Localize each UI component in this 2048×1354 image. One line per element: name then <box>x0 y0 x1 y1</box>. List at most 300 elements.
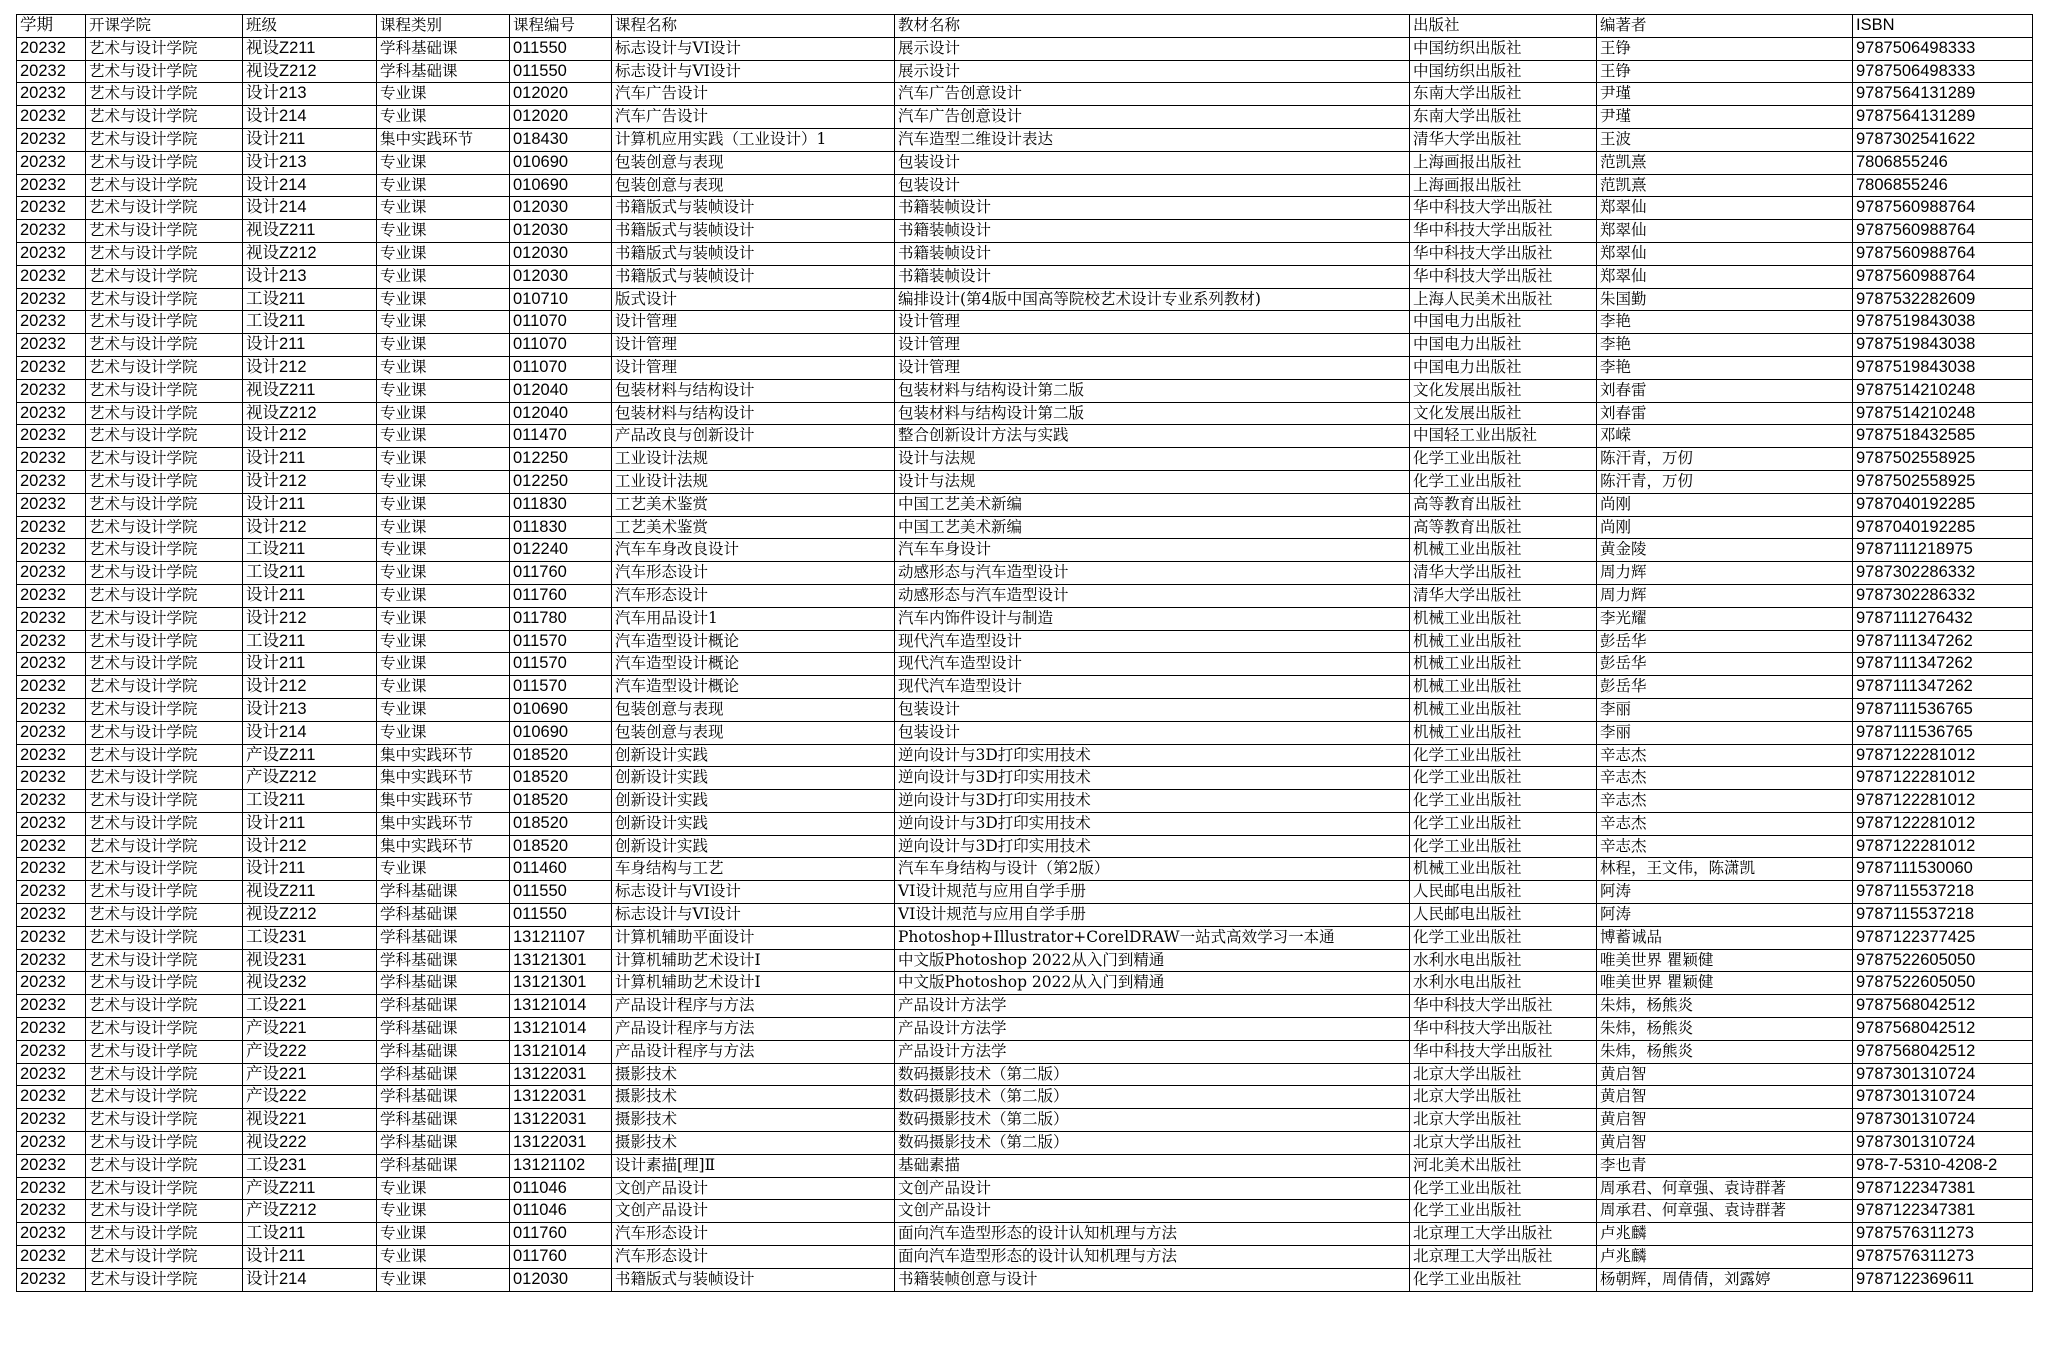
cell-class: 设计212 <box>243 835 377 858</box>
cell-publisher: 中国纺织出版社 <box>1410 60 1597 83</box>
cell-category: 专业课 <box>377 1200 510 1223</box>
cell-isbn: 9787522605050 <box>1853 972 2033 995</box>
table-row <box>17 1063 2033 1086</box>
table-row <box>17 402 2033 425</box>
cell-course-code: 011570 <box>510 653 612 676</box>
cell-category: 专业课 <box>377 493 510 516</box>
cell-author: 郑翠仙 <box>1597 197 1853 220</box>
table-row <box>17 949 2033 972</box>
cell-course-code: 011470 <box>510 425 612 448</box>
cell-course-code: 13121014 <box>510 1018 612 1041</box>
cell-college: 艺术与设计学院 <box>86 356 243 379</box>
cell-term: 20232 <box>17 630 86 653</box>
cell-isbn: 9787115537218 <box>1853 904 2033 927</box>
cell-course-code: 13121107 <box>510 926 612 949</box>
cell-isbn: 9787576311273 <box>1853 1223 2033 1246</box>
cell-term: 20232 <box>17 448 86 471</box>
cell-author: 邓嵘 <box>1597 425 1853 448</box>
cell-course-name: 书籍版式与装帧设计 <box>612 265 895 288</box>
cell-term: 20232 <box>17 653 86 676</box>
cell-author: 博蓄诚品 <box>1597 926 1853 949</box>
cell-course-code: 011550 <box>510 60 612 83</box>
cell-term: 20232 <box>17 1109 86 1132</box>
cell-publisher: 高等教育出版社 <box>1410 493 1597 516</box>
cell-term: 20232 <box>17 265 86 288</box>
cell-isbn: 9787111347262 <box>1853 676 2033 699</box>
cell-category: 专业课 <box>377 653 510 676</box>
cell-textbook-name: 包装设计 <box>895 698 1410 721</box>
cell-class: 工设211 <box>243 539 377 562</box>
cell-course-code: 011460 <box>510 858 612 881</box>
cell-textbook-name: 中文版Photoshop 2022从入门到精通 <box>895 949 1410 972</box>
cell-course-name: 版式设计 <box>612 288 895 311</box>
cell-publisher: 华中科技大学出版社 <box>1410 1018 1597 1041</box>
cell-isbn: 978-7-5310-4208-2 <box>1853 1154 2033 1177</box>
cell-publisher: 机械工业出版社 <box>1410 676 1597 699</box>
cell-course-name: 标志设计与VI设计 <box>612 881 895 904</box>
cell-isbn: 9787519843038 <box>1853 356 2033 379</box>
table-body <box>17 37 2033 1291</box>
cell-category: 专业课 <box>377 1223 510 1246</box>
cell-college: 艺术与设计学院 <box>86 539 243 562</box>
cell-isbn: 9787111536765 <box>1853 721 2033 744</box>
cell-term: 20232 <box>17 220 86 243</box>
cell-term: 20232 <box>17 562 86 585</box>
table-row <box>17 1018 2033 1041</box>
cell-term: 20232 <box>17 539 86 562</box>
cell-term: 20232 <box>17 37 86 60</box>
cell-textbook-name: 展示设计 <box>895 60 1410 83</box>
cell-publisher: 化学工业出版社 <box>1410 1200 1597 1223</box>
table-row <box>17 83 2033 106</box>
header-class: 班级 <box>243 15 377 38</box>
cell-isbn: 9787502558925 <box>1853 448 2033 471</box>
cell-publisher: 上海画报出版社 <box>1410 174 1597 197</box>
cell-course-code: 011570 <box>510 676 612 699</box>
cell-college: 艺术与设计学院 <box>86 721 243 744</box>
cell-course-code: 012040 <box>510 379 612 402</box>
cell-course-name: 汽车广告设计 <box>612 83 895 106</box>
cell-course-code: 018520 <box>510 835 612 858</box>
cell-textbook-name: VI设计规范与应用自学手册 <box>895 904 1410 927</box>
cell-class: 设计211 <box>243 448 377 471</box>
cell-course-name: 摄影技术 <box>612 1109 895 1132</box>
cell-publisher: 华中科技大学出版社 <box>1410 265 1597 288</box>
cell-publisher: 化学工业出版社 <box>1410 812 1597 835</box>
cell-author: 李光耀 <box>1597 607 1853 630</box>
cell-course-name: 汽车造型设计概论 <box>612 653 895 676</box>
cell-category: 专业课 <box>377 516 510 539</box>
table-row <box>17 356 2033 379</box>
cell-course-name: 汽车广告设计 <box>612 106 895 129</box>
cell-class: 设计211 <box>243 858 377 881</box>
cell-college: 艺术与设计学院 <box>86 1086 243 1109</box>
table-row <box>17 607 2033 630</box>
cell-isbn: 9787522605050 <box>1853 949 2033 972</box>
cell-publisher: 化学工业出版社 <box>1410 926 1597 949</box>
cell-college: 艺术与设计学院 <box>86 698 243 721</box>
cell-isbn: 9787564131289 <box>1853 106 2033 129</box>
cell-course-code: 012030 <box>510 1268 612 1291</box>
cell-category: 专业课 <box>377 402 510 425</box>
cell-publisher: 机械工业出版社 <box>1410 539 1597 562</box>
cell-college: 艺术与设计学院 <box>86 835 243 858</box>
cell-term: 20232 <box>17 493 86 516</box>
cell-publisher: 化学工业出版社 <box>1410 835 1597 858</box>
cell-class: 设计213 <box>243 83 377 106</box>
cell-term: 20232 <box>17 470 86 493</box>
cell-college: 艺术与设计学院 <box>86 379 243 402</box>
cell-course-code: 13121014 <box>510 1040 612 1063</box>
cell-course-name: 设计素描[理]Ⅱ <box>612 1154 895 1177</box>
cell-college: 艺术与设计学院 <box>86 174 243 197</box>
cell-course-name: 摄影技术 <box>612 1086 895 1109</box>
cell-isbn: 9787519843038 <box>1853 311 2033 334</box>
table-row <box>17 197 2033 220</box>
cell-author: 彭岳华 <box>1597 630 1853 653</box>
table-row <box>17 1177 2033 1200</box>
cell-term: 20232 <box>17 1040 86 1063</box>
cell-author: 尚刚 <box>1597 493 1853 516</box>
cell-author: 范凯熹 <box>1597 151 1853 174</box>
cell-publisher: 机械工业出版社 <box>1410 698 1597 721</box>
cell-publisher: 北京大学出版社 <box>1410 1063 1597 1086</box>
cell-isbn: 9787514210248 <box>1853 379 2033 402</box>
cell-author: 朱国勤 <box>1597 288 1853 311</box>
cell-course-name: 工业设计法规 <box>612 470 895 493</box>
cell-textbook-name: 面向汽车造型形态的设计认知机理与方法 <box>895 1246 1410 1269</box>
cell-category: 学科基础课 <box>377 1154 510 1177</box>
cell-author: 刘春雷 <box>1597 379 1853 402</box>
table-row <box>17 995 2033 1018</box>
cell-course-code: 011830 <box>510 516 612 539</box>
cell-isbn: 9787518432585 <box>1853 425 2033 448</box>
cell-category: 专业课 <box>377 379 510 402</box>
cell-isbn: 9787302286332 <box>1853 584 2033 607</box>
cell-textbook-name: 设计管理 <box>895 311 1410 334</box>
cell-course-name: 文创产品设计 <box>612 1200 895 1223</box>
cell-publisher: 北京大学出版社 <box>1410 1132 1597 1155</box>
table-row <box>17 562 2033 585</box>
cell-publisher: 化学工业出版社 <box>1410 448 1597 471</box>
cell-isbn: 9787111347262 <box>1853 653 2033 676</box>
cell-course-code: 010690 <box>510 721 612 744</box>
cell-publisher: 华中科技大学出版社 <box>1410 197 1597 220</box>
cell-college: 艺术与设计学院 <box>86 197 243 220</box>
cell-author: 陈汗青，万仞 <box>1597 448 1853 471</box>
cell-college: 艺术与设计学院 <box>86 790 243 813</box>
cell-college: 艺术与设计学院 <box>86 1268 243 1291</box>
cell-publisher: 中国电力出版社 <box>1410 334 1597 357</box>
cell-author: 周承君、何章强、袁诗群著 <box>1597 1177 1853 1200</box>
cell-class: 工设221 <box>243 995 377 1018</box>
cell-class: 视设Z211 <box>243 37 377 60</box>
cell-class: 产设Z211 <box>243 744 377 767</box>
cell-college: 艺术与设计学院 <box>86 493 243 516</box>
table-row <box>17 767 2033 790</box>
cell-course-code: 012030 <box>510 242 612 265</box>
cell-textbook-name: 动感形态与汽车造型设计 <box>895 584 1410 607</box>
cell-college: 艺术与设计学院 <box>86 334 243 357</box>
cell-textbook-name: 产品设计方法学 <box>895 1040 1410 1063</box>
cell-college: 艺术与设计学院 <box>86 37 243 60</box>
cell-college: 艺术与设计学院 <box>86 949 243 972</box>
cell-isbn: 9787568042512 <box>1853 1018 2033 1041</box>
cell-class: 设计212 <box>243 425 377 448</box>
table-row <box>17 37 2033 60</box>
table-row <box>17 812 2033 835</box>
table-row <box>17 151 2033 174</box>
cell-term: 20232 <box>17 106 86 129</box>
cell-textbook-name: 汽车广告创意设计 <box>895 83 1410 106</box>
cell-course-code: 012020 <box>510 106 612 129</box>
cell-textbook-name: 包装设计 <box>895 721 1410 744</box>
cell-category: 学科基础课 <box>377 949 510 972</box>
cell-publisher: 中国电力出版社 <box>1410 356 1597 379</box>
cell-publisher: 清华大学出版社 <box>1410 562 1597 585</box>
cell-author: 周力辉 <box>1597 584 1853 607</box>
cell-textbook-name: 设计与法规 <box>895 470 1410 493</box>
cell-course-code: 011830 <box>510 493 612 516</box>
cell-course-name: 工艺美术鉴赏 <box>612 516 895 539</box>
cell-author: 刘春雷 <box>1597 402 1853 425</box>
cell-publisher: 东南大学出版社 <box>1410 106 1597 129</box>
cell-publisher: 化学工业出版社 <box>1410 470 1597 493</box>
cell-course-code: 011550 <box>510 37 612 60</box>
table-row <box>17 448 2033 471</box>
cell-course-code: 011550 <box>510 904 612 927</box>
cell-textbook-name: 展示设计 <box>895 37 1410 60</box>
cell-publisher: 河北美术出版社 <box>1410 1154 1597 1177</box>
table-row <box>17 242 2033 265</box>
cell-author: 彭岳华 <box>1597 676 1853 699</box>
cell-class: 视设Z212 <box>243 242 377 265</box>
cell-isbn: 9787111536765 <box>1853 698 2033 721</box>
cell-class: 设计211 <box>243 493 377 516</box>
cell-isbn: 7806855246 <box>1853 151 2033 174</box>
cell-author: 阿涛 <box>1597 881 1853 904</box>
cell-textbook-name: 产品设计方法学 <box>895 1018 1410 1041</box>
cell-textbook-name: 数码摄影技术（第二版） <box>895 1063 1410 1086</box>
cell-category: 学科基础课 <box>377 1040 510 1063</box>
cell-course-code: 010690 <box>510 151 612 174</box>
cell-author: 黄启智 <box>1597 1086 1853 1109</box>
cell-college: 艺术与设计学院 <box>86 630 243 653</box>
cell-college: 艺术与设计学院 <box>86 265 243 288</box>
cell-publisher: 机械工业出版社 <box>1410 858 1597 881</box>
cell-publisher: 人民邮电出版社 <box>1410 904 1597 927</box>
table-row <box>17 1109 2033 1132</box>
cell-course-code: 012250 <box>510 448 612 471</box>
cell-author: 黄启智 <box>1597 1132 1853 1155</box>
cell-textbook-name: 基础素描 <box>895 1154 1410 1177</box>
cell-class: 设计211 <box>243 653 377 676</box>
cell-course-name: 车身结构与工艺 <box>612 858 895 881</box>
cell-isbn: 9787040192285 <box>1853 516 2033 539</box>
cell-category: 集中实践环节 <box>377 835 510 858</box>
cell-author: 王波 <box>1597 128 1853 151</box>
table-row <box>17 1246 2033 1269</box>
cell-term: 20232 <box>17 402 86 425</box>
cell-class: 视设231 <box>243 949 377 972</box>
cell-term: 20232 <box>17 516 86 539</box>
cell-course-code: 018520 <box>510 790 612 813</box>
cell-course-name: 创新设计实践 <box>612 767 895 790</box>
cell-college: 艺术与设计学院 <box>86 767 243 790</box>
cell-course-name: 书籍版式与装帧设计 <box>612 1268 895 1291</box>
cell-isbn: 9787576311273 <box>1853 1246 2033 1269</box>
cell-isbn: 9787111530060 <box>1853 858 2033 881</box>
cell-isbn: 9787111276432 <box>1853 607 2033 630</box>
cell-isbn: 9787122281012 <box>1853 790 2033 813</box>
cell-course-name: 汽车形态设计 <box>612 1246 895 1269</box>
cell-term: 20232 <box>17 904 86 927</box>
cell-class: 设计214 <box>243 197 377 220</box>
cell-college: 艺术与设计学院 <box>86 311 243 334</box>
cell-publisher: 高等教育出版社 <box>1410 516 1597 539</box>
cell-isbn: 9787122347381 <box>1853 1200 2033 1223</box>
cell-publisher: 化学工业出版社 <box>1410 767 1597 790</box>
cell-class: 设计211 <box>243 812 377 835</box>
cell-publisher: 人民邮电出版社 <box>1410 881 1597 904</box>
cell-author: 卢兆麟 <box>1597 1246 1853 1269</box>
cell-class: 设计214 <box>243 174 377 197</box>
cell-college: 艺术与设计学院 <box>86 562 243 585</box>
cell-course-name: 标志设计与VI设计 <box>612 60 895 83</box>
cell-college: 艺术与设计学院 <box>86 1063 243 1086</box>
cell-textbook-name: 设计管理 <box>895 334 1410 357</box>
cell-term: 20232 <box>17 334 86 357</box>
cell-category: 学科基础课 <box>377 60 510 83</box>
cell-author: 周力辉 <box>1597 562 1853 585</box>
cell-class: 视设Z211 <box>243 379 377 402</box>
cell-class: 视设Z212 <box>243 60 377 83</box>
cell-college: 艺术与设计学院 <box>86 1109 243 1132</box>
cell-publisher: 华中科技大学出版社 <box>1410 1040 1597 1063</box>
cell-category: 专业课 <box>377 425 510 448</box>
cell-author: 朱炜，杨熊炎 <box>1597 1040 1853 1063</box>
cell-textbook-name: 汽车车身设计 <box>895 539 1410 562</box>
cell-course-name: 设计管理 <box>612 311 895 334</box>
cell-term: 20232 <box>17 812 86 835</box>
cell-category: 学科基础课 <box>377 904 510 927</box>
cell-class: 产设221 <box>243 1063 377 1086</box>
cell-college: 艺术与设计学院 <box>86 151 243 174</box>
cell-course-code: 011046 <box>510 1200 612 1223</box>
cell-textbook-name: 逆向设计与3D打印实用技术 <box>895 767 1410 790</box>
cell-course-code: 13122031 <box>510 1132 612 1155</box>
cell-college: 艺术与设计学院 <box>86 1040 243 1063</box>
table-row <box>17 972 2033 995</box>
cell-category: 专业课 <box>377 356 510 379</box>
cell-course-code: 018520 <box>510 812 612 835</box>
cell-course-name: 标志设计与VI设计 <box>612 37 895 60</box>
cell-author: 林程，王文伟，陈潇凯 <box>1597 858 1853 881</box>
table-row <box>17 881 2033 904</box>
cell-term: 20232 <box>17 83 86 106</box>
cell-course-code: 011760 <box>510 1223 612 1246</box>
cell-college: 艺术与设计学院 <box>86 1154 243 1177</box>
cell-class: 设计212 <box>243 676 377 699</box>
cell-author: 朱炜，杨熊炎 <box>1597 1018 1853 1041</box>
cell-publisher: 机械工业出版社 <box>1410 721 1597 744</box>
cell-class: 视设Z211 <box>243 881 377 904</box>
cell-author: 尚刚 <box>1597 516 1853 539</box>
cell-category: 专业课 <box>377 630 510 653</box>
cell-publisher: 机械工业出版社 <box>1410 653 1597 676</box>
cell-isbn: 9787532282609 <box>1853 288 2033 311</box>
cell-term: 20232 <box>17 1200 86 1223</box>
cell-class: 工设231 <box>243 926 377 949</box>
cell-term: 20232 <box>17 972 86 995</box>
cell-author: 彭岳华 <box>1597 653 1853 676</box>
header-publisher: 出版社 <box>1410 15 1597 38</box>
cell-course-name: 包装创意与表现 <box>612 721 895 744</box>
cell-publisher: 水利水电出版社 <box>1410 972 1597 995</box>
cell-term: 20232 <box>17 1223 86 1246</box>
table-row <box>17 311 2033 334</box>
table-row <box>17 379 2033 402</box>
cell-category: 专业课 <box>377 288 510 311</box>
cell-textbook-name: 现代汽车造型设计 <box>895 653 1410 676</box>
cell-course-name: 计算机辅助艺术设计Ⅰ <box>612 972 895 995</box>
cell-term: 20232 <box>17 242 86 265</box>
cell-category: 专业课 <box>377 721 510 744</box>
cell-term: 20232 <box>17 858 86 881</box>
table-row <box>17 698 2033 721</box>
cell-author: 辛志杰 <box>1597 744 1853 767</box>
cell-publisher: 文化发展出版社 <box>1410 402 1597 425</box>
cell-course-code: 012030 <box>510 197 612 220</box>
cell-category: 专业课 <box>377 151 510 174</box>
cell-course-code: 011046 <box>510 1177 612 1200</box>
cell-publisher: 上海人民美术出版社 <box>1410 288 1597 311</box>
cell-category: 学科基础课 <box>377 926 510 949</box>
cell-course-code: 018520 <box>510 744 612 767</box>
cell-course-name: 创新设计实践 <box>612 744 895 767</box>
cell-isbn: 9787111347262 <box>1853 630 2033 653</box>
cell-isbn: 9787122281012 <box>1853 835 2033 858</box>
cell-category: 学科基础课 <box>377 1063 510 1086</box>
cell-textbook-name: 中国工艺美术新编 <box>895 493 1410 516</box>
cell-class: 设计214 <box>243 1268 377 1291</box>
cell-course-code: 13121014 <box>510 995 612 1018</box>
table-row <box>17 790 2033 813</box>
header-course-code: 课程编号 <box>510 15 612 38</box>
cell-author: 阿涛 <box>1597 904 1853 927</box>
table-row <box>17 1040 2033 1063</box>
cell-class: 工设211 <box>243 790 377 813</box>
cell-author: 陈汗青，万仞 <box>1597 470 1853 493</box>
cell-textbook-name: 中文版Photoshop 2022从入门到精通 <box>895 972 1410 995</box>
cell-author: 唯美世界 瞿颖健 <box>1597 949 1853 972</box>
cell-textbook-name: 书籍装帧设计 <box>895 220 1410 243</box>
cell-isbn: 9787564131289 <box>1853 83 2033 106</box>
textbook-table <box>16 14 2033 1292</box>
cell-textbook-name: 包装设计 <box>895 174 1410 197</box>
cell-publisher: 文化发展出版社 <box>1410 379 1597 402</box>
cell-textbook-name: 包装设计 <box>895 151 1410 174</box>
cell-textbook-name: 汽车广告创意设计 <box>895 106 1410 129</box>
cell-category: 专业课 <box>377 1246 510 1269</box>
cell-category: 专业课 <box>377 584 510 607</box>
cell-author: 李也青 <box>1597 1154 1853 1177</box>
cell-college: 艺术与设计学院 <box>86 904 243 927</box>
cell-author: 尹瑾 <box>1597 83 1853 106</box>
cell-publisher: 中国轻工业出版社 <box>1410 425 1597 448</box>
cell-course-code: 011070 <box>510 334 612 357</box>
cell-class: 设计211 <box>243 334 377 357</box>
